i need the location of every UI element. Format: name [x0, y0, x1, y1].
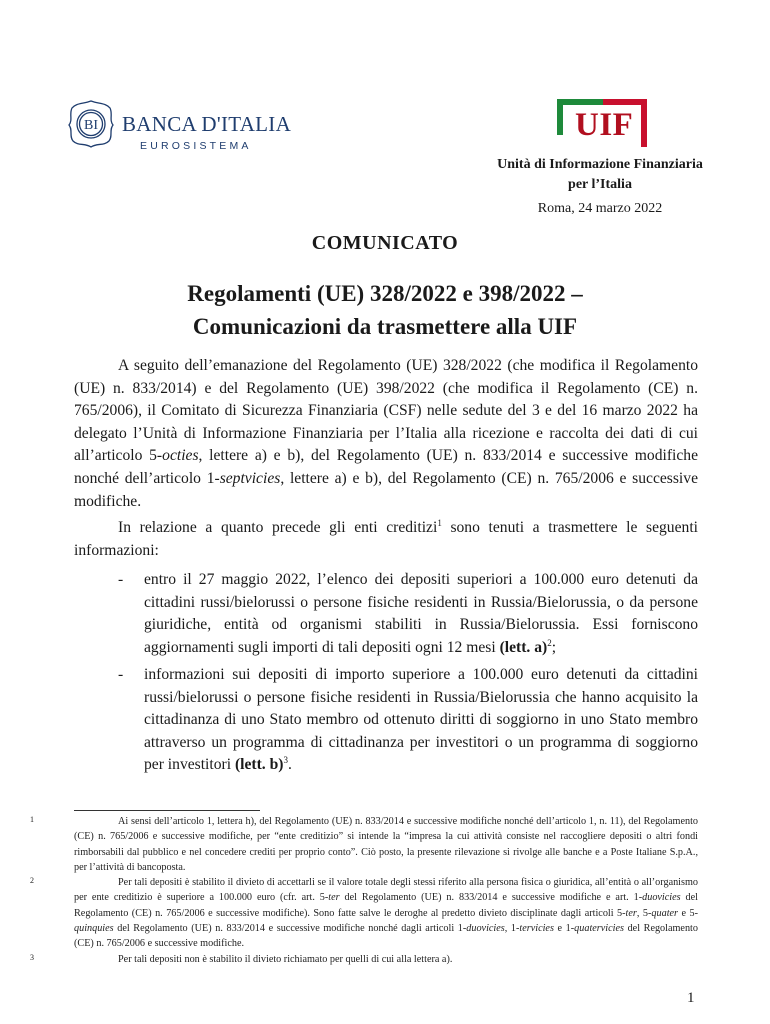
footnote-1: 1 Ai sensi dell’articolo 1, lettera h), del Regolamento (UE) n. 833/2014 e successive modifiche nonché dell’articolo 1, n. 11), del Regolamento (CE) n. 765/2006 e successive modifiche, per “ente creditizio” si intende la “impresa la cui attività consiste nel raccogliere depositi o altri fondi rimborsabili dal pubblico e nel concedere crediti per proprio conto”. Ciò posto, la presente rilevazione si rivolge alle banche e a Poste Italiane S.p.A., per l’attività di bancoposta. — [30, 815, 698, 873]
footnote-2: 2 Per tali depositi è stabilito il divieto di accettarli se il valore totale degli stessi riferito alla persona fisica o giuridica, all’entità o all’organismo per ente creditizio è superiore a 100.000 euro (cfr. art. 5-ter del Regolamento (UE) n. 833/2014 e successive modifiche e art. 1-duovicies del Regolamento (CE) n. 765/2006 e successive modifiche). Sono fatte salve le deroghe al predetto divieto disciplinate dagli articoli 5-ter, 5-quater e 5-quinquies del Regolamento (UE) n. 833/2014 e successive modifiche nonché dagli articoli 1-duovicies, 1-tervicies e 1-quatervicies del Regolamento (CE) n. 765/2006 e successive modifiche. — [30, 876, 698, 950]
uif-logo-text: UIF — [575, 107, 634, 143]
footnote-ref-1: 1 — [437, 517, 442, 528]
uif-logo — [555, 97, 651, 151]
footnote-separator — [74, 810, 260, 811]
document-kind: COMUNICATO — [311, 232, 459, 254]
page-number: 1 — [687, 990, 695, 1006]
org-name-line2: per l’Italia — [568, 177, 632, 192]
footnotes — [30, 814, 698, 967]
paragraph-obligation: In relazione a quanto precede gli enti creditizi$^1$ sono tenuti a trasmettere le seguenti informazioni: — [74, 517, 698, 559]
bdi-name: BANCA D'ITALIA — [122, 112, 292, 136]
bdi-monogram: BI — [84, 118, 98, 133]
org-name-line1: Unità di Informazione Finanziaria — [497, 157, 703, 172]
paragraph-intro: A seguito dell’emanazione del Regolamento (UE) 328/2022 (che modifica il Regolamento (UE) n. 833/2014) e del Regolamento (UE) 398/2022 (che modifica il Regolamento (CE) n. 765/2006), il Comitato di Sicurezza Finanziaria (CSF) nelle sedute del 3 e del 16 marzo 2022 ha delegato l’Unità di Informazione Finanziaria per l’Italia alla ricezione e raccolta dei dati di cui all’articolo 5-octies, lettere a) e b), del Regolamento (UE) n. 833/2014 e successive modifiche nonché dell’articolo 1-septvicies, lettere a) e b), del Regolamento (CE) n. 765/2006 e successive modifiche. — [74, 357, 699, 510]
footnote-ref-2: 2 — [547, 637, 552, 648]
list-item: - entro il 27 maggio 2022, l’elenco dei depositi superiori a 100.000 euro detenuti da cittadini russi/bielorussi o persone fisiche residenti in Russia/Bielorussia, o da persone giuridiche, entità od organismi stabiliti in Russia/Bielorussia. Essi forniscono aggiornamenti sugli importi di tali depositi ogni 12 mesi (lett. a)$^2$; — [118, 571, 698, 656]
document-title-line1: Regolamenti (UE) 328/2022 e 398/2022 – — [187, 281, 583, 306]
footnote-3: 3 Per tali depositi non è stabilito il divieto richiamato per quelli di cui alla lettera a). — [30, 952, 453, 965]
document-title-line2: Comunicazioni da trasmettere alla UIF — [192, 314, 578, 339]
banca-ditalia-logo — [66, 98, 306, 156]
footnote-ref-3: 3 — [283, 755, 288, 766]
list-item: - informazioni sui depositi di importo superiore a 100.000 euro detenuti da cittadini russi/bielorussi o persone fisiche residenti in Russia/Bielorussia che hanno acquisito la cittadinanza di uno Stato membro od ottenuto diritti di soggiorno in uno Stato membro attraverso un programma di cittadinanza per investitori o un programma di soggiorno per investitori (lett. b)$^3$. — [118, 666, 698, 774]
document-date: Roma, 24 marzo 2022 — [537, 201, 663, 216]
org-header — [470, 155, 730, 219]
bdi-subtitle: EUROSISTEMA — [140, 140, 252, 152]
banca-ditalia-seal-icon — [66, 98, 116, 150]
